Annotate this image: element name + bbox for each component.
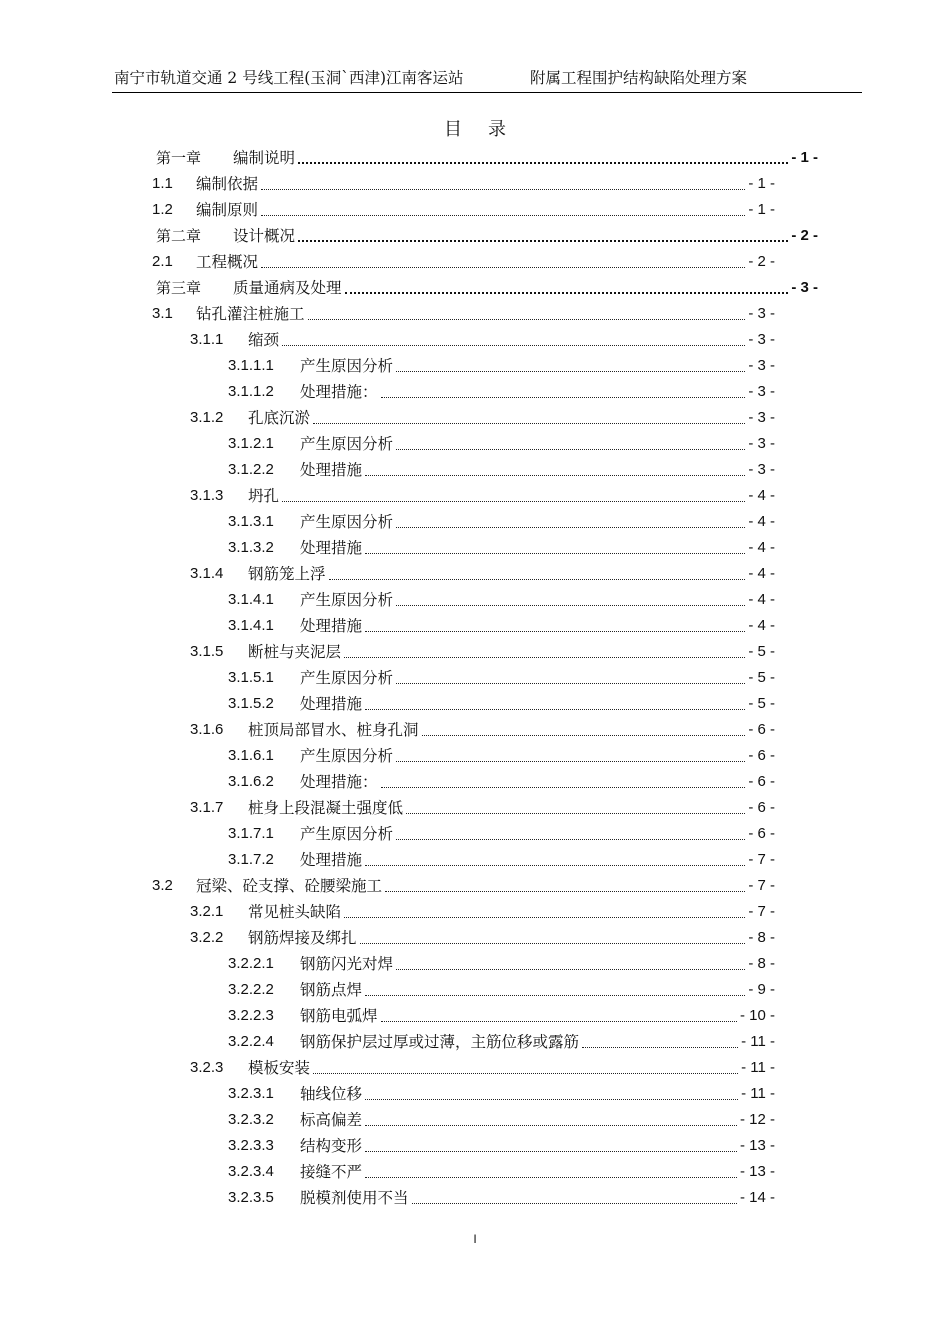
toc-entry-label: 产生原因分析 — [300, 435, 394, 453]
toc-entry-label: 结构变形 — [300, 1137, 363, 1155]
header-project-title: 南宁市轨道交通 2 号线工程(玉洞`西津)江南客运站 — [114, 69, 464, 87]
toc-entry-number: 3.2 — [152, 877, 173, 894]
toc-dot-leader — [282, 344, 745, 346]
toc-entry[interactable] — [228, 457, 775, 481]
toc-entry[interactable] — [190, 1055, 775, 1079]
toc-entry-number: 3.1.6.2 — [228, 773, 274, 790]
toc-entry-page: - 6 - — [748, 747, 775, 764]
toc-entry-number: 3.1.7.2 — [228, 851, 274, 868]
toc-dot-leader — [365, 552, 745, 554]
toc-dot-leader — [365, 708, 745, 710]
toc-dot-leader — [381, 396, 746, 398]
toc-dot-leader — [313, 422, 745, 424]
toc-entry[interactable] — [228, 769, 775, 793]
toc-dot-leader — [412, 1202, 737, 1204]
toc-entry-label: 处理措施： — [300, 773, 378, 791]
toc-entry-page: - 7 - — [748, 877, 775, 894]
toc-entry-page: - 8 - — [748, 955, 775, 972]
toc-dot-leader — [298, 161, 788, 164]
toc-entry-page: - 11 - — [741, 1033, 775, 1050]
toc-entry[interactable] — [228, 665, 775, 689]
toc-entry-number: 3.1.1 — [190, 331, 224, 348]
toc-entry-page: - 4 - — [748, 539, 775, 556]
toc-dot-leader — [344, 656, 745, 658]
toc-entry[interactable] — [228, 1133, 775, 1157]
toc-entry-number: 3.1.4.1 — [228, 617, 274, 634]
toc-dot-leader — [365, 630, 745, 632]
toc-entry-number: 3.1.7 — [190, 799, 224, 816]
toc-dot-leader — [365, 994, 745, 996]
toc-entry[interactable] — [228, 379, 775, 403]
toc-entry-page: - 14 - — [739, 1189, 775, 1206]
toc-entry-label: 钢筋电弧焊 — [300, 1007, 378, 1025]
toc-entry-page: - 2 - — [791, 227, 818, 244]
toc-entry-number: 3.1.5.2 — [228, 695, 274, 712]
toc-entry-page: - 4 - — [748, 565, 775, 582]
toc-dot-leader — [365, 1176, 737, 1178]
toc-entry[interactable] — [190, 639, 775, 663]
toc-entry[interactable] — [152, 171, 775, 195]
toc-dot-leader — [345, 291, 789, 294]
toc-entry-number: 3.2.2.1 — [228, 955, 274, 972]
toc-dot-leader — [381, 786, 746, 788]
toc-entry-label: 冠梁、砼支撑、砼腰梁施工 — [196, 877, 383, 895]
toc-entry-label: 质量通病及处理 — [233, 279, 342, 297]
toc-entry-page: - 11 - — [741, 1085, 775, 1102]
toc-dot-leader — [282, 500, 745, 502]
toc-entry-label: 产生原因分析 — [300, 825, 394, 843]
toc-entry-label: 钢筋闪光对焊 — [300, 955, 394, 973]
toc-entry-label: 桩身上段混凝土强度低 — [248, 799, 404, 817]
toc-entry-label: 处理措施 — [300, 851, 363, 869]
toc-entry[interactable] — [228, 691, 775, 715]
toc-entry-page: - 3 - — [748, 383, 775, 400]
toc-entry-number: 3.1.2.2 — [228, 461, 274, 478]
toc-entry-page: - 3 - — [748, 357, 775, 374]
toc-entry-number: 3.2.2.4 — [228, 1033, 274, 1050]
toc-entry-label: 标高偏差 — [300, 1111, 363, 1129]
toc-dot-leader — [329, 578, 746, 580]
toc-entry-label: 产生原因分析 — [300, 513, 394, 531]
toc-dot-leader — [261, 188, 745, 190]
toc-entry[interactable] — [156, 145, 818, 169]
toc-entry-page: - 3 - — [748, 435, 775, 452]
toc-dot-leader — [298, 239, 788, 242]
toc-dot-leader — [365, 864, 745, 866]
toc-entry[interactable] — [152, 873, 775, 897]
toc-entry-number: 3.1.2.1 — [228, 435, 274, 452]
toc-dot-leader — [396, 682, 745, 684]
toc-entry-number: 3.1.5 — [190, 643, 224, 660]
toc-entry-page: - 12 - — [739, 1111, 775, 1128]
toc-entry-page: - 7 - — [748, 903, 775, 920]
toc-entry-number: 1.1 — [152, 175, 173, 192]
toc-entry-number: 2.1 — [152, 253, 173, 270]
toc-entry-number: 第三章 — [156, 279, 202, 297]
toc-entry-page: - 5 - — [748, 695, 775, 712]
toc-entry-label: 产生原因分析 — [300, 747, 394, 765]
toc-entry-label: 编制原则 — [196, 201, 259, 219]
toc-entry-page: - 8 - — [748, 929, 775, 946]
toc-entry-number: 3.1.3.2 — [228, 539, 274, 556]
toc-dot-leader — [360, 942, 746, 944]
toc-entry-number: 3.2.2.3 — [228, 1007, 274, 1024]
toc-entry-page: - 5 - — [748, 669, 775, 686]
toc-dot-leader — [422, 734, 746, 736]
toc-title-char-1: 目 — [444, 119, 462, 140]
toc-dot-leader — [396, 838, 745, 840]
toc-entry-number: 3.1.1.2 — [228, 383, 274, 400]
toc-entry[interactable] — [190, 327, 775, 351]
toc-dot-leader — [396, 968, 745, 970]
toc-entry-page: - 4 - — [748, 513, 775, 530]
toc-entry[interactable] — [228, 535, 775, 559]
toc-dot-leader — [385, 890, 745, 892]
toc-entry-number: 第二章 — [156, 227, 202, 245]
toc-entry-page: - 13 - — [739, 1137, 775, 1154]
toc-dot-leader — [396, 760, 745, 762]
toc-entry-number: 1.2 — [152, 201, 173, 218]
toc-dot-leader — [396, 604, 745, 606]
toc-entry-page: - 1 - — [748, 201, 775, 218]
toc-entry-label: 钢筋笼上浮 — [248, 565, 326, 583]
toc-entry-label: 处理措施 — [300, 695, 363, 713]
toc-entry-page: - 4 - — [748, 617, 775, 634]
toc-dot-leader — [313, 1072, 738, 1074]
toc-dot-leader — [365, 1150, 737, 1152]
toc-title-char-2: 录 — [488, 119, 506, 140]
toc-entry-label: 轴线位移 — [300, 1085, 363, 1103]
toc-entry[interactable] — [228, 353, 775, 377]
toc-entry[interactable] — [190, 925, 775, 949]
toc-entry-page: - 3 - — [748, 461, 775, 478]
toc-entry-label: 接缝不严 — [300, 1163, 363, 1181]
page-header — [112, 66, 862, 93]
toc-entry-number: 3.2.1 — [190, 903, 224, 920]
toc-dot-leader — [365, 1124, 737, 1126]
toc-dot-leader — [582, 1046, 738, 1048]
toc-entry[interactable] — [190, 717, 775, 741]
toc-entry-label: 脱模剂使用不当 — [300, 1189, 409, 1207]
toc-entry-number: 3.1.1.1 — [228, 357, 274, 374]
toc-entry-page: - 6 - — [748, 773, 775, 790]
toc-entry[interactable] — [228, 509, 775, 533]
toc-entry-label: 处理措施 — [300, 617, 363, 635]
toc-entry[interactable] — [156, 275, 818, 299]
toc-entry-number: 3.2.3 — [190, 1059, 224, 1076]
toc-entry[interactable] — [228, 821, 775, 845]
toc-entry[interactable] — [152, 301, 775, 325]
toc-entry[interactable] — [228, 431, 775, 455]
toc-entry-page: - 10 - — [739, 1007, 775, 1024]
toc-entry-label: 断桩与夹泥层 — [248, 643, 342, 661]
toc-entry-number: 3.2.3.2 — [228, 1111, 274, 1128]
toc-entry-number: 3.2.2 — [190, 929, 224, 946]
toc-entry-page: - 2 - — [748, 253, 775, 270]
toc-entry[interactable] — [190, 899, 775, 923]
toc-entry-number: 3.2.3.5 — [228, 1189, 274, 1206]
toc-entry-number: 3.1.3.1 — [228, 513, 274, 530]
toc-entry-page: - 6 - — [748, 799, 775, 816]
toc-entry-page: - 6 - — [748, 825, 775, 842]
toc-entry[interactable] — [228, 951, 775, 975]
toc-entry-page: - 3 - — [748, 305, 775, 322]
toc-entry-label: 处理措施： — [300, 383, 378, 401]
toc-entry[interactable] — [152, 197, 775, 221]
toc-entry[interactable] — [228, 1185, 775, 1209]
toc-entry-label: 处理措施 — [300, 539, 363, 557]
toc-entry-page: - 4 - — [748, 591, 775, 608]
toc-dot-leader — [406, 812, 745, 814]
toc-entry[interactable] — [190, 561, 775, 585]
toc-entry-label: 钻孔灌注桩施工 — [196, 305, 305, 323]
toc-entry-label: 产生原因分析 — [300, 591, 394, 609]
toc-entry-label: 常见桩头缺陷 — [248, 903, 342, 921]
toc-entry-number: 3.1.4 — [190, 565, 224, 582]
toc-entry-label: 产生原因分析 — [300, 357, 394, 375]
toc-entry[interactable] — [228, 743, 775, 767]
toc-dot-leader — [344, 916, 745, 918]
toc-entry-page: - 11 - — [741, 1059, 775, 1076]
toc-dot-leader — [261, 266, 745, 268]
toc-entry[interactable] — [228, 1003, 775, 1027]
toc-dot-leader — [396, 526, 745, 528]
toc-entry-label: 钢筋保护层过厚或过薄，主筋位移或露筋 — [300, 1033, 580, 1051]
toc-entry-label: 工程概况 — [196, 253, 259, 271]
toc-entry-number: 3.1.6.1 — [228, 747, 274, 764]
toc-entry[interactable] — [228, 1159, 775, 1183]
toc-entry-label: 钢筋焊接及绑扎 — [248, 929, 357, 947]
toc-entry-number: 3.1.5.1 — [228, 669, 274, 686]
toc-entry[interactable] — [190, 795, 775, 819]
toc-entry[interactable] — [190, 405, 775, 429]
toc-entry-label: 桩顶局部冒水、桩身孔洞 — [248, 721, 419, 739]
toc-dot-leader — [365, 474, 745, 476]
toc-entry-label: 处理措施 — [300, 461, 363, 479]
toc-entry-label: 坍孔 — [248, 487, 280, 505]
toc-entry-page: - 1 - — [748, 175, 775, 192]
toc-entry-label: 钢筋点焊 — [300, 981, 363, 999]
toc-entry-label: 编制依据 — [196, 175, 259, 193]
header-document-title: 附属工程围护结构缺陷处理方案 — [530, 69, 748, 87]
toc-entry-number: 3.2.2.2 — [228, 981, 274, 998]
toc-entry-page: - 13 - — [739, 1163, 775, 1180]
toc-dot-leader — [381, 1020, 737, 1022]
toc-entry-page: - 3 - — [748, 409, 775, 426]
toc-entry-page: - 4 - — [748, 487, 775, 504]
toc-entry[interactable] — [228, 1107, 775, 1131]
toc-entry-number: 3.2.3.3 — [228, 1137, 274, 1154]
page-number: I — [473, 1232, 477, 1246]
toc-entry-label: 孔底沉淤 — [248, 409, 311, 427]
toc-title — [0, 118, 950, 142]
toc-entry-number: 3.1.7.1 — [228, 825, 274, 842]
toc-entry[interactable] — [190, 483, 775, 507]
toc-dot-leader — [261, 214, 745, 216]
toc-entry-number: 3.2.3.1 — [228, 1085, 274, 1102]
toc-entry-number: 3.1 — [152, 305, 173, 322]
toc-dot-leader — [396, 370, 745, 372]
toc-entry-page: - 1 - — [791, 149, 818, 166]
toc-entry-label: 产生原因分析 — [300, 669, 394, 687]
toc-entry-page: - 3 - — [748, 331, 775, 348]
toc-entry-number: 3.1.3 — [190, 487, 224, 504]
toc-entry[interactable] — [228, 587, 775, 611]
toc-entry-page: - 7 - — [748, 851, 775, 868]
toc-dot-leader — [396, 448, 745, 450]
toc-dot-leader — [365, 1098, 738, 1100]
toc-entry-number: 第一章 — [156, 149, 202, 167]
toc-entry-number: 3.1.4.1 — [228, 591, 274, 608]
toc-entry[interactable] — [228, 1081, 775, 1105]
toc-entry-label: 模板安装 — [248, 1059, 311, 1077]
toc-entry-page: - 9 - — [748, 981, 775, 998]
toc-entry-number: 3.2.3.4 — [228, 1163, 274, 1180]
toc-entry[interactable] — [228, 977, 775, 1001]
toc-entry-page: - 5 - — [748, 643, 775, 660]
toc-entry-page: - 6 - — [748, 721, 775, 738]
toc-entry-label: 缩颈 — [248, 331, 280, 349]
toc-entry[interactable] — [156, 223, 818, 247]
toc-entry-number: 3.1.2 — [190, 409, 224, 426]
toc-entry[interactable] — [228, 1029, 775, 1053]
toc-entry-label: 编制说明 — [233, 149, 296, 167]
toc-entry-number: 3.1.6 — [190, 721, 224, 738]
toc-entry-page: - 3 - — [791, 279, 818, 296]
toc-entry[interactable] — [228, 613, 775, 637]
toc-entry-label: 设计概况 — [233, 227, 296, 245]
toc-entry[interactable] — [152, 249, 775, 273]
toc-dot-leader — [308, 318, 746, 320]
toc-entry[interactable] — [228, 847, 775, 871]
